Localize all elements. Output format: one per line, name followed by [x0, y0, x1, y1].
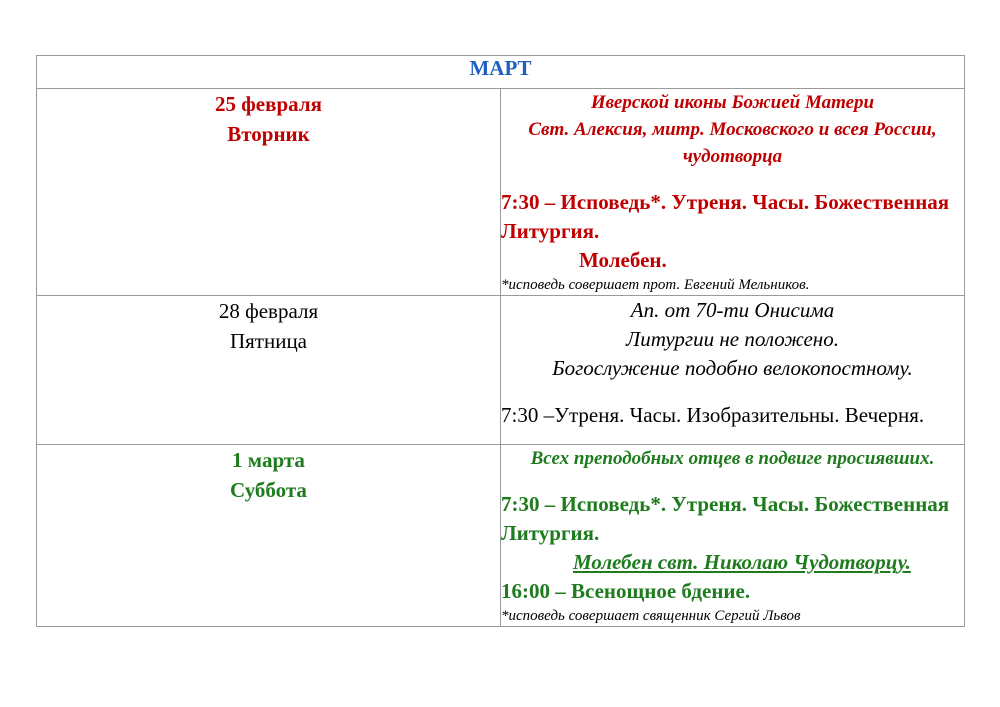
- service-cell: [501, 296, 965, 445]
- date: 25 февраля: [215, 92, 322, 116]
- month-header-row: [37, 56, 965, 89]
- feast-line: Литургии не положено.: [626, 327, 839, 351]
- service-line: 7:30 – Исповедь*. Утреня. Часы. Божественная Литургия.: [501, 190, 950, 243]
- confession-note: *исповедь совершает прот. Евгений Мельников.: [501, 277, 810, 293]
- service-cell: [501, 89, 965, 296]
- weekday: Вторник: [227, 122, 310, 146]
- feast-line: Свт. Алексия, митр. Московского и всея России, чудотворца: [528, 119, 937, 167]
- date: 28 февраля: [218, 299, 319, 323]
- schedule-row: [37, 89, 965, 296]
- service-line: Молебен.: [579, 248, 667, 272]
- service-cell: [501, 445, 965, 627]
- schedule-row: [37, 445, 965, 627]
- weekday: Суббота: [230, 478, 307, 502]
- weekday: Пятница: [229, 329, 308, 353]
- feast-line: Всех преподобных отцев в подвиге просиявших.: [530, 448, 935, 469]
- date-cell: [37, 296, 501, 445]
- service-line: 16:00 – Всенощное бдение.: [501, 579, 751, 603]
- service-line: 7:30 –Утреня. Часы. Изобразительны. Вечерня.: [501, 403, 925, 427]
- date-cell: [37, 89, 501, 296]
- feast-line: Богослужение подобно велокопостному.: [552, 356, 913, 380]
- schedule-table: [36, 55, 965, 627]
- service-line: 7:30 – Исповедь*. Утреня. Часы. Божественная Литургия.: [501, 492, 950, 545]
- date: 1 марта: [232, 448, 305, 472]
- service-line: Молебен свт. Николаю Чудотворцу.: [573, 550, 911, 574]
- confession-note: *исповедь совершает священник Сергий Львов: [501, 608, 801, 624]
- feast-line: Иверской иконы Божией Матери: [590, 92, 875, 113]
- date-cell: [37, 445, 501, 627]
- month-title: МАРТ: [37, 56, 965, 89]
- feast-line: Ап. от 70-ти Онисима: [630, 298, 835, 322]
- schedule-row: [37, 296, 965, 445]
